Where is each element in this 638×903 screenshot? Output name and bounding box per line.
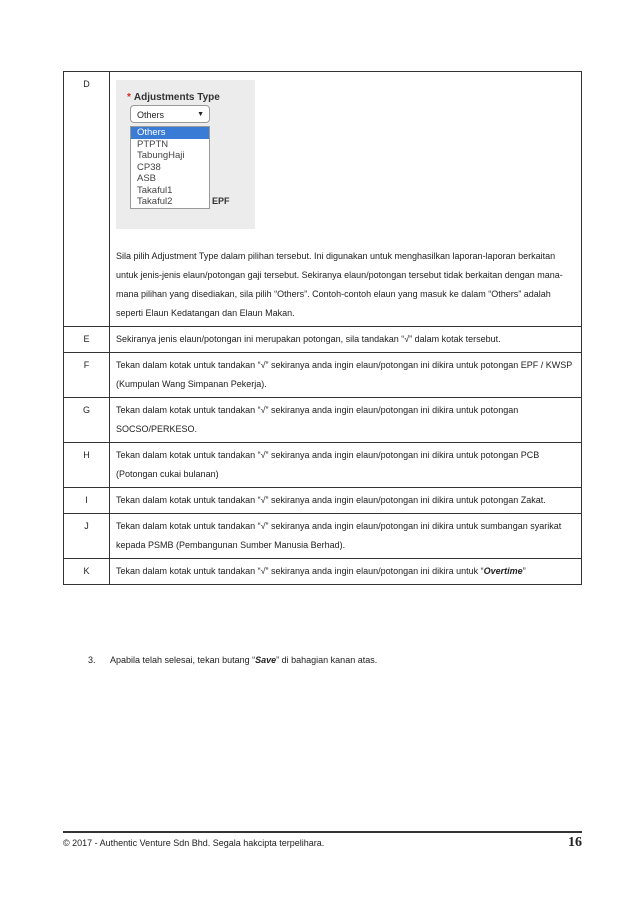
row-key: F [64,353,110,398]
required-mark: * [127,92,131,103]
adjustments-type-options [130,126,210,209]
overtime-emphasis: Overtime [483,566,523,576]
step-3: 3. Apabila telah selesai, tekan butang “Save” di bahagian kanan atas. [88,655,378,665]
row-key: K [64,559,110,585]
page-number: 16 [568,835,582,850]
row-text: Tekan dalam kotak untuk tandakan “√” sekiranya anda ingin elaun/potongan ini dikira untuk sumbangan syarikat kepada PSMB (Pembangunan Sumber Manusia Berhad). [110,514,582,559]
option-item[interactable]: Others [131,127,209,139]
table-row [64,559,582,585]
adjustments-type-screenshot [116,80,255,229]
adjustments-type-select[interactable]: Others ▼ [130,105,210,123]
adjustments-type-label: * Adjustments Type [127,92,220,103]
row-key: J [64,514,110,559]
epf-label: EPF [212,196,230,206]
option-item[interactable]: Takaful2 [137,196,173,207]
row-key: H [64,443,110,488]
table-row [64,443,582,488]
option-item[interactable]: CP38 [137,161,161,173]
row-text: Tekan dalam kotak untuk tandakan “√” sekiranya anda ingin elaun/potongan ini dikira untuk potongan EPF / KWSP (Kumpulan Wang Simpanan Pekerja). [110,353,582,398]
option-item[interactable]: TabungHaji [137,150,185,161]
option-item[interactable]: Takaful1 [137,184,173,196]
table-row [64,72,582,327]
footer-divider [63,831,582,833]
dropdown-arrow-icon: ▼ [197,111,204,118]
row-description [110,72,582,327]
row-key: I [64,488,110,514]
option-item[interactable]: ASB [137,173,157,184]
row-key: G [64,398,110,443]
row-key: E [64,327,110,353]
save-emphasis: Save [255,655,277,665]
table-row [64,398,582,443]
row-text: Sekiranya jenis elaun/potongan ini merupakan potongan, sila tandakan “√” dalam kotak tersebut. [110,327,582,353]
row-text: Tekan dalam kotak untuk tandakan “√” sekiranya anda ingin elaun/potongan ini dikira untuk potongan PCB (Potongan cukai bulanan) [110,443,582,488]
row-key: D [64,72,110,327]
copyright-text: © 2017 - Authentic Venture Sdn Bhd. Segala hakcipta terpelihara. [63,838,325,848]
row-text: Tekan dalam kotak untuk tandakan “√” sekiranya anda ingin elaun/potongan ini dikira untuk potongan SOCSO/PERKESO. [110,398,582,443]
table-row [64,514,582,559]
row-text: Tekan dalam kotak untuk tandakan “√” sekiranya anda ingin elaun/potongan ini dikira untuk “Overtime” [110,559,582,585]
step-number: 3. [88,655,96,665]
field-description-table [63,71,582,585]
option-item[interactable]: PTPTN [137,138,169,150]
footer [63,835,582,850]
table-row [64,488,582,514]
row-text: Sila pilih Adjustment Type dalam pilihan tersebut. Ini digunakan untuk menghasilkan laporan-laporan berkaitan untuk jenis-jenis elaun/potongan gaji tersebut. Sekiranya elaun/potongan tersebut tidak berkaitan dengan mana-mana pilihan yang disediakan, sila pilih “Others”. Contoh-contoh elaun yang masuk ke dalam “Others” adalah seperti Elaun Kedatangan dan Elaun Makan. [116,251,563,318]
row-text: Tekan dalam kotak untuk tandakan “√” sekiranya anda ingin elaun/potongan ini dikira untuk potongan Zakat. [110,488,582,514]
table-row [64,353,582,398]
table-row [64,327,582,353]
